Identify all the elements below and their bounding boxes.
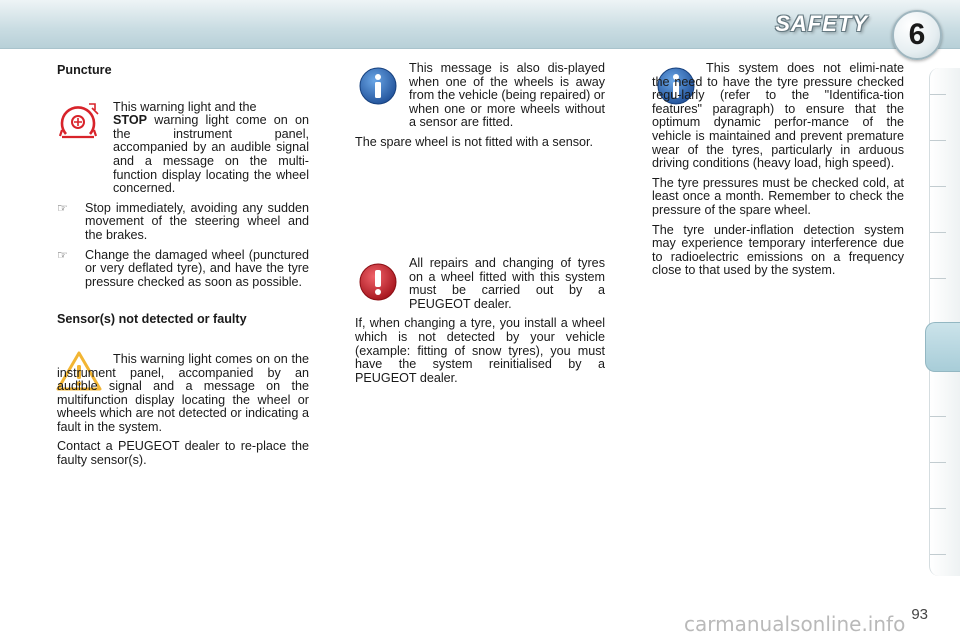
- stop-keyword: STOP: [113, 113, 148, 128]
- interference-text: The tyre under-inflation detection system may experience temporary interference due to radioelectric emissions on a frequency close to that used by the system.: [652, 222, 904, 278]
- contact-dealer-text: Contact a PEUGEOT dealer to re-place the faulty sensor(s).: [57, 439, 309, 468]
- reinitialise-text: If, when changing a tyre, you install a wheel which is not detected by your vehicle (example: fitting of snow tyres), you must have the system reinitialised by a PEUGEOT dealer.: [355, 316, 605, 385]
- chapter-number-badge: 6: [892, 10, 942, 60]
- info-note-text: This message is also dis-played when one of the wheels is away from the vehicle (being repaired) or when one or more wheels without a sensor are fitted.: [409, 61, 605, 130]
- tab-divider: [930, 94, 946, 95]
- puncture-text-intro: [113, 101, 309, 196]
- info-note-pressure-text: This system does not elimi-nate the need to have the tyre pressure checked regu-larly (refer to the "Identifica-tion features" paragraph) to ensure that the optimum dynamic perfor-mance of the vehicle is maintained and prevent premature wear of the tyres, particularly in arduous driving conditions (heavy load, high speed).: [652, 61, 904, 171]
- pointing-hand-icon: ☞: [57, 200, 68, 215]
- tab-divider: [930, 140, 946, 141]
- tab-divider: [930, 186, 946, 187]
- spare-wheel-text: The spare wheel is not fitted with a sensor.: [355, 134, 594, 149]
- column-2-lower: [355, 257, 605, 391]
- tab-divider: [930, 462, 946, 463]
- tab-divider: [930, 554, 946, 555]
- tab-divider: [930, 232, 946, 233]
- watermark: carmanualsonline.info: [684, 612, 906, 636]
- puncture-text-a: This warning light and the: [113, 99, 257, 114]
- pressure-check-text: The tyre pressures must be checked cold, at least once a month. Remember to check the pressure of the spare wheel.: [652, 175, 904, 217]
- pointing-hand-icon: ☞: [57, 247, 68, 262]
- chapter-tab-active[interactable]: [925, 322, 960, 372]
- page-title: SAFETY: [775, 11, 868, 36]
- tab-divider: [930, 416, 946, 417]
- bullet-text: Change the damaged wheel (punctured or very deflated tyre), and have the tyre pressure checked as soon as possible.: [85, 247, 309, 289]
- bullet-text: Stop immediately, avoiding any sudden movement of the steering wheel and the brakes.: [85, 200, 309, 242]
- tab-divider: [930, 278, 946, 279]
- page-number: 93: [911, 606, 928, 623]
- section-heading-sensor-fault: Sensor(s) not detected or faulty: [57, 312, 247, 327]
- section-heading-puncture: Puncture: [57, 63, 112, 77]
- list-item: [57, 249, 309, 290]
- list-item: [57, 202, 309, 243]
- sensor-fault-text: This warning light comes on on the instrument panel, accompanied by an audible signal and a message on the multifunction display locating the wheel or wheels which are not detected or indicating a fault in the system.: [57, 351, 309, 434]
- column-2: [355, 62, 605, 156]
- puncture-text-b: warning light come on on the instrument panel, accompanied by an audible signal and a message on the multi-function display locating the wheel concerned.: [113, 113, 310, 196]
- column-3: [652, 62, 904, 284]
- danger-note-text: All repairs and changing of tyres on a wheel fitted with this system must be carried out by a PEUGEOT dealer.: [409, 256, 605, 311]
- tab-divider: [930, 508, 946, 509]
- column-1: [57, 64, 309, 474]
